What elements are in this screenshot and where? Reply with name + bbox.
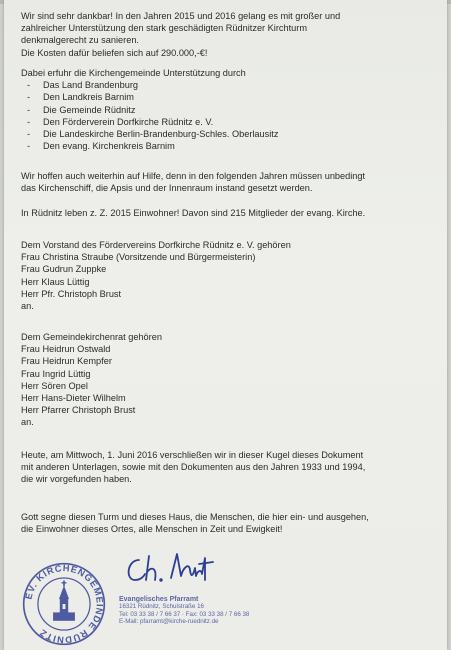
- document-page: [4, 0, 447, 650]
- stamp-phone: Tel: 03 33 38 / 7 66 37 · Fax: 03 33 38 / 7 66 38: [119, 610, 250, 618]
- supporter-name: Den Landkreis Barnim: [43, 92, 134, 103]
- member-line: Herr Hans-Dieter Wilhelm: [21, 393, 126, 404]
- member-line: Herr Klaus Lüttig: [21, 276, 90, 287]
- member-line: Herr Pfr. Christoph Brust: [21, 288, 122, 299]
- member-line: Frau Gudrun Zuppke: [21, 264, 107, 275]
- parish-office-stamp: [119, 596, 249, 626]
- closing-line: mit anderen Unterlagen, sowie mit den Dokumenten aus den Jahren 1933 und 1994,: [21, 462, 366, 473]
- signature-handwritten: [119, 548, 229, 590]
- intro-line: zahlreicher Unterstützung den stark geschädigten Rüdnitzer Kirchturm: [21, 23, 307, 34]
- stamp-address: 16321 Rüdnitz, Schulstraße 16: [119, 603, 204, 611]
- member-line: Frau Ingrid Lüttig: [21, 368, 91, 379]
- blessing-paragraph: [21, 511, 437, 535]
- intro-line: Die Kosten dafür beliefen sich auf 290.000,-€!: [21, 47, 208, 58]
- foerderverein-heading: Dem Vorstand des Fördervereins Dorfkirche Rüdnitz e. V. gehören: [21, 240, 291, 250]
- supporter-name: Den evang. Kirchenkreis Barnim: [43, 141, 175, 152]
- support-section: [21, 67, 437, 152]
- list-item: - Den Förderverein Dorfkirche Rüdnitz e. V.: [27, 116, 214, 127]
- closing-line: Heute, am Mittwoch, 1. Juni 2016 verschließen wir in dieser Kugel dieses Dokument: [21, 450, 364, 460]
- intro-line: Wir sind sehr dankbar! In den Jahren 2015 und 2016 gelang es mit großer und: [21, 11, 341, 21]
- hope-paragraph: [21, 170, 437, 194]
- list-item: - Die Gemeinde Rüdnitz: [27, 104, 136, 115]
- svg-text:EV. KIRCHENGEMEINDE RÜDNITZ: EV. KIRCHENGEMEINDE RÜDNITZ: [23, 563, 105, 645]
- member-line: Frau Heidrun Kempfer: [21, 356, 112, 367]
- list-item: - Die Landeskirche Berlin-Brandenburg-Schles. Oberlausitz: [27, 129, 279, 140]
- gkr-heading: Dem Gemeindekirchenrat gehören: [21, 332, 162, 342]
- stamp-name: Evangelisches Pfarramt: [119, 596, 199, 603]
- intro-line: denkmalgerecht zu sanieren.: [21, 35, 139, 46]
- closing-paragraph: [21, 449, 437, 486]
- intro-paragraph: [21, 10, 437, 59]
- closing-line: die wir vorgefunden haben.: [21, 474, 132, 485]
- church-seal-icon: [22, 562, 106, 646]
- foerderverein-section: [21, 239, 437, 312]
- member-line: Frau Christina Straube (Vorsitzende und Bürgermeisterin): [21, 252, 256, 263]
- supporter-name: Die Gemeinde Rüdnitz: [43, 104, 136, 115]
- hope-line: Wir hoffen auch weiterhin auf Hilfe, denn in den folgenden Jahren müssen unbedingt: [21, 171, 366, 181]
- population-paragraph: [21, 207, 437, 219]
- blessing-line: Gott segne diesen Turm und dieses Haus, die Menschen, die hier ein- und ausgehen,: [21, 512, 369, 522]
- list-item: - Das Land Brandenburg: [27, 80, 139, 91]
- member-line: Frau Heidrun Ostwald: [21, 344, 111, 355]
- population-line: In Rüdnitz leben z. Z. 2015 Einwohner! Davon sind 215 Mitglieder der evang. Kirche.: [21, 208, 366, 218]
- stamp-email: E-Mail: pfarramt@kirche-ruednitz.de: [119, 618, 219, 626]
- list-item: - Den Landkreis Barnim: [27, 92, 134, 103]
- member-line: an.: [21, 417, 34, 428]
- list-item: - Den evang. Kirchenkreis Barnim: [27, 141, 175, 152]
- support-heading: Dabei erfuhr die Kirchengemeinde Unterstützung durch: [21, 68, 246, 78]
- blessing-line: die Einwohner dieses Ortes, alle Menschen in Zeit und Ewigkeit!: [21, 524, 283, 535]
- supporter-name: Den Förderverein Dorfkirche Rüdnitz e. V.: [43, 116, 214, 127]
- member-line: Herr Pfarrer Christoph Brust: [21, 405, 136, 416]
- member-line: Herr Sören Opel: [21, 380, 88, 391]
- member-line: an.: [21, 301, 34, 312]
- gkr-section: [21, 331, 437, 429]
- supporter-name: Das Land Brandenburg: [43, 80, 139, 91]
- hope-line: das Kirchenschiff, die Apsis und der Innenraum instand gesetzt werden.: [21, 183, 313, 194]
- supporter-name: Die Landeskirche Berlin-Brandenburg-Schles. Oberlausitz: [43, 129, 279, 140]
